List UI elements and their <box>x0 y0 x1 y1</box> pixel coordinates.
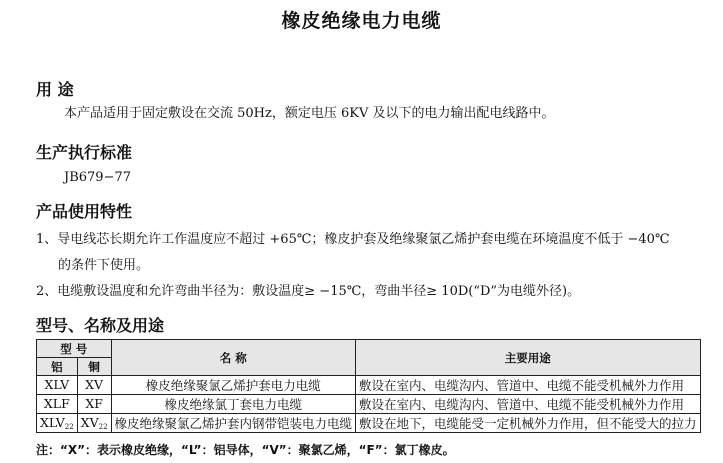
header-copper: 铜 <box>77 358 111 376</box>
table-row <box>37 376 701 395</box>
feature-item-1-line-1: 1、导电线芯长期允许工作温度应不超过 +65℃；橡皮护套及绝缘聚氯乙烯护套电缆在环境温度不低于 −40℃ <box>36 232 670 247</box>
table-row <box>37 414 701 433</box>
header-aluminum: 铝 <box>37 358 78 376</box>
usage-text: 本产品适用于固定敷设在交流 50Hz，额定电压 6KV 及以下的电力输出配电线路中。 <box>64 106 555 121</box>
cable-name: 橡皮绝缘聚氯乙烯护套电力电缆 <box>111 376 356 395</box>
aluminum-model: $XLV_{22}$ <box>37 414 78 433</box>
cable-name: 橡皮绝缘聚氯乙烯护套内钢带铠装电力电缆 <box>111 414 356 433</box>
standard-heading: 生产执行标准 <box>36 143 133 162</box>
models-heading: 型号、名称及用途 <box>36 316 165 335</box>
page-title: 橡皮绝缘电力电缆 <box>281 10 442 32</box>
cable-name: 橡皮绝缘氯丁套电力电缆 <box>111 395 356 414</box>
cable-usage: 敷设在地下，电缆能受一定机械外力作用，但不能受大的拉力 <box>356 414 701 433</box>
header-name: 名 称 <box>111 340 356 376</box>
cable-usage: 敷设在室内、电缆沟内、管道中、电缆不能受机械外力作用 <box>356 376 701 395</box>
table-note: 注：“X”：表示橡皮绝缘，“L”：铝导体，“V”：聚氯乙烯，“F”：氯丁橡皮。 <box>36 443 455 457</box>
copper-model: XF <box>77 395 111 414</box>
header-usage: 主要用途 <box>356 340 701 376</box>
usage-heading: 用 途 <box>36 80 74 99</box>
header-model: 型 号 <box>37 340 112 358</box>
features-heading: 产品使用特性 <box>36 202 133 221</box>
aluminum-model: XLF <box>37 395 78 414</box>
copper-model: $XV_{22}$ <box>77 414 111 433</box>
model-table <box>36 339 701 433</box>
table-row <box>37 395 701 414</box>
cable-usage: 敷设在室内、电缆沟内、管道中、电缆不能受机械外力作用 <box>356 395 701 414</box>
aluminum-model: XLV <box>37 376 78 395</box>
feature-item-1-line-2: 的条件下使用。 <box>58 258 150 273</box>
standard-text: JB679−77 <box>64 170 132 185</box>
copper-model: XV <box>77 376 111 395</box>
feature-item-2: 2、电缆敷设温度和允许弯曲半径为：敷设温度≥ −15℃，弯曲半径≥ 10D(“D”为电缆外径)。 <box>36 284 581 299</box>
